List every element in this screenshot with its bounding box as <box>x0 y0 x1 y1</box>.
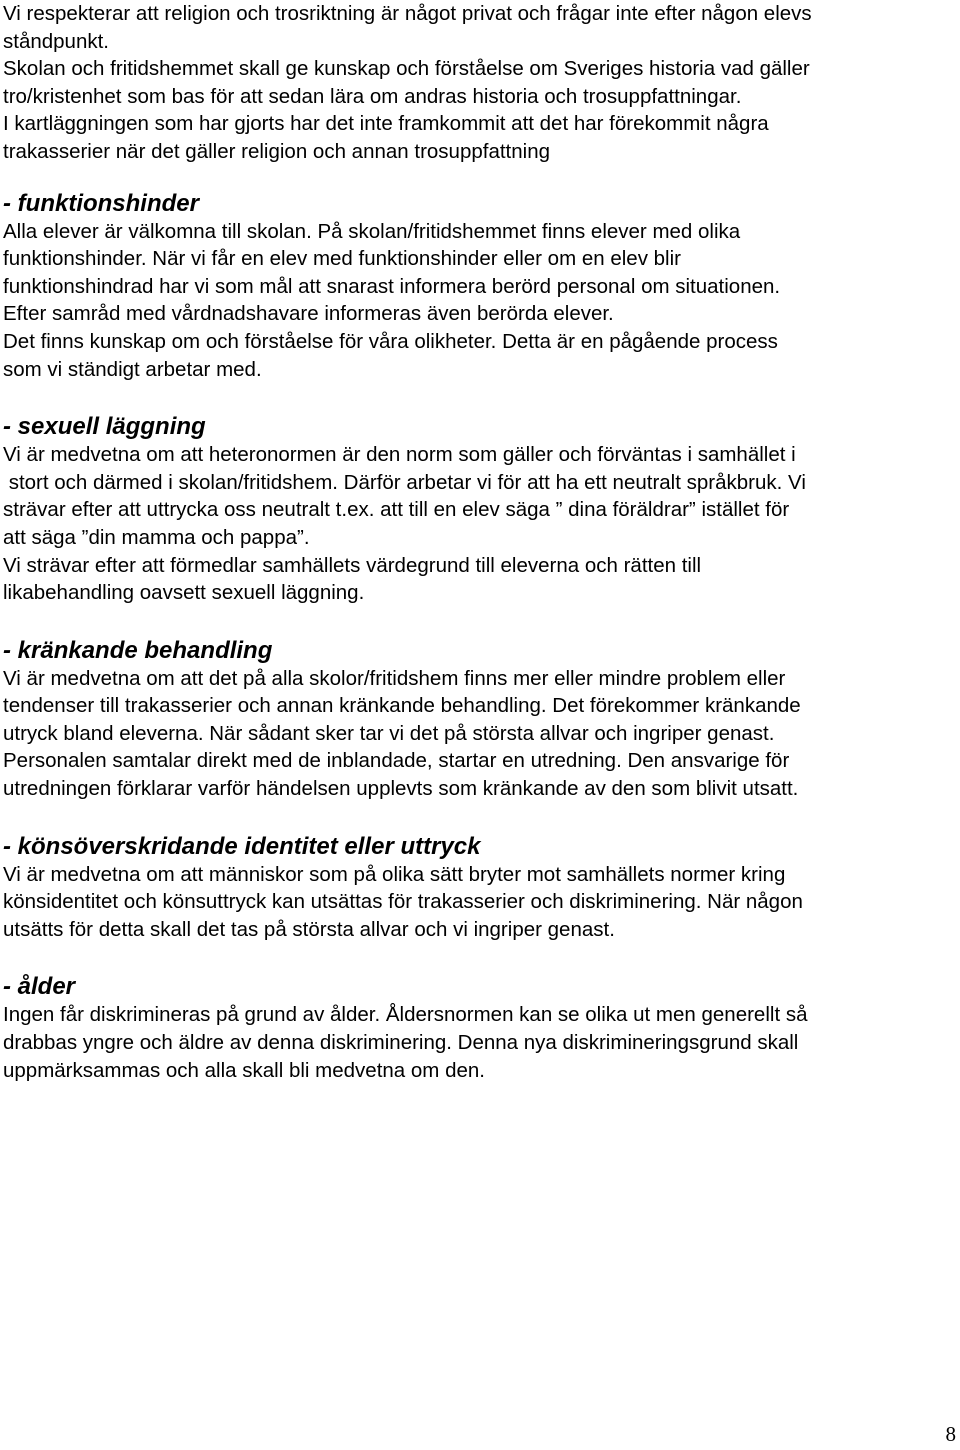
body-line: tendenser till trakasserier och annan kränkande behandling. Det förekommer kränkande <box>3 694 801 718</box>
body-line: Alla elever är välkomna till skolan. På skolan/fritidshemmet finns elever med olika <box>3 219 741 243</box>
body-line: utredningen förklarar varför händelsen upplevts som kränkande av den som blivit utsatt. <box>3 777 799 801</box>
body-line: Efter samråd med vårdnadshavare informeras även berörda elever. <box>3 302 614 326</box>
body-line: I kartläggningen som har gjorts har det inte framkommit att det har förekommit några <box>3 112 769 136</box>
page-number: 8 <box>945 1422 956 1446</box>
body-line: Vi strävar efter att förmedlar samhällets värdegrund till eleverna och rätten till <box>3 553 702 577</box>
body-line: Vi är medvetna om att människor som på olika sätt bryter mot samhällets normer kring <box>3 862 786 886</box>
section-religion <box>3 0 958 166</box>
document-page <box>3 0 958 1084</box>
body-line: uppmärksammas och alla skall bli medvetna om den. <box>3 1058 485 1082</box>
body-line: utryck bland eleverna. När sådant sker tar vi det på största allvar och ingriper genast. <box>3 721 775 745</box>
section-heading: - kränkande behandling <box>3 636 273 664</box>
body-line: likabehandling oavsett sexuell läggning. <box>3 581 365 605</box>
section-heading: - funktionshinder <box>3 189 199 217</box>
body-line: strävar efter att uttrycka oss neutralt t.ex. att till en elev säga ” dina föräldrar” istället för <box>3 498 790 522</box>
body-line: Vi är medvetna om att heteronormen är den norm som gäller och förväntas i samhället i <box>3 443 796 467</box>
body-line: Personalen samtalar direkt med de inblandade, startar en utredning. Den ansvarige för <box>3 749 790 773</box>
body-line: trakasserier när det gäller religion och annan trosuppfattning <box>3 139 550 163</box>
section-konsoverskridande-identitet <box>3 833 958 944</box>
section-sexuell-laggning <box>3 413 958 607</box>
section-krankande-behandling <box>3 637 958 803</box>
body-line: Det finns kunskap om och förståelse för våra olikheter. Detta är en pågående process <box>3 329 778 353</box>
body-line: Ingen får diskrimineras på grund av ålder. Åldersnormen kan se olika ut men generellt så <box>3 1003 808 1027</box>
body-line: som vi ständigt arbetar med. <box>3 357 262 381</box>
section-heading: - könsöverskridande identitet eller uttryck <box>3 832 481 860</box>
section-alder <box>3 973 958 1084</box>
body-line: stort och därmed i skolan/fritidshem. Därför arbetar vi för att ha ett neutralt språkbruk. Vi <box>3 470 806 494</box>
section-heading: - ålder <box>3 973 76 1001</box>
body-line: utsätts för detta skall det tas på största allvar och vi ingriper genast. <box>3 917 615 941</box>
body-line: Vi respekterar att religion och trosriktning är något privat och frågar inte efter någon elevs <box>3 2 812 25</box>
body-line: ståndpunkt. <box>3 29 109 53</box>
body-line: könsidentitet och könsuttryck kan utsättas för trakasserier och diskriminering. När någon <box>3 890 803 914</box>
section-heading: - sexuell läggning <box>3 413 206 441</box>
body-line: Vi är medvetna om att det på alla skolor/fritidshem finns mer eller mindre problem eller <box>3 666 786 690</box>
body-line: drabbas yngre och äldre av denna diskriminering. Denna nya diskrimineringsgrund skall <box>3 1031 799 1055</box>
section-funktionshinder <box>3 190 958 384</box>
body-line: funktionshinder. När vi får en elev med funktionshinder eller om en elev blir <box>3 247 681 271</box>
body-line: funktionshindrad har vi som mål att snarast informera berörd personal om situationen. <box>3 274 781 298</box>
body-line: tro/kristenhet som bas för att sedan lära om andras historia och trosuppfattningar. <box>3 84 742 108</box>
body-line: att säga ”din mamma och pappa”. <box>3 525 310 549</box>
body-line: Skolan och fritidshemmet skall ge kunskap och förståelse om Sveriges historia vad gäller <box>3 57 810 81</box>
